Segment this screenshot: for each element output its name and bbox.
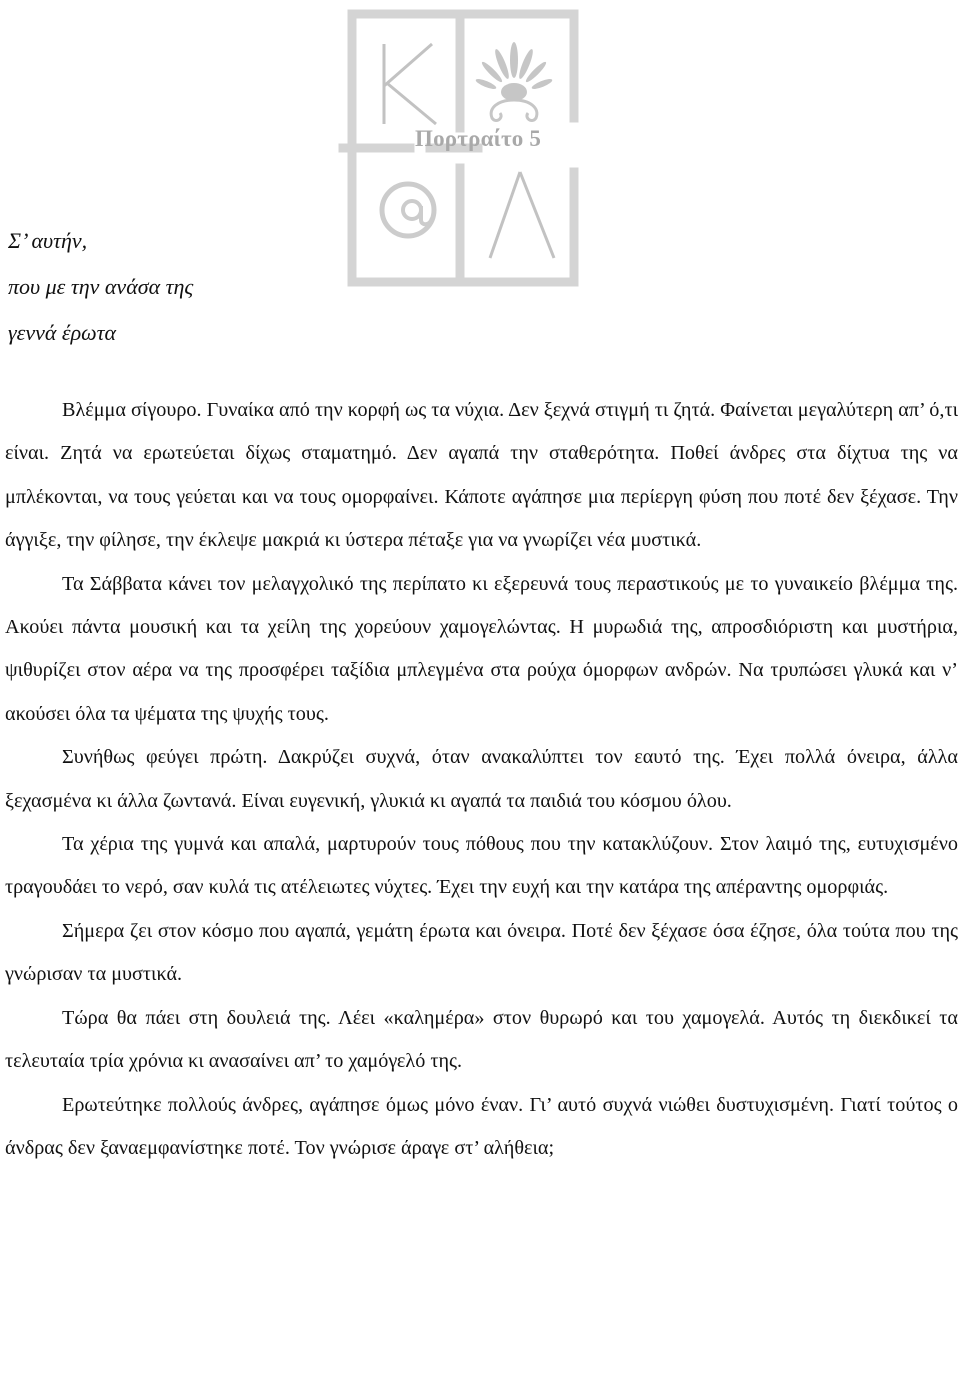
paragraph: Ερωτεύτηκε πολλούς άνδρες, αγάπησε όμως μόνο έναν. Γι’ αυτό συχνά νιώθει δυστυχισμένη. Γιατί τούτος ο άνδρας δεν ξαναεμφανίστηκε ποτέ. Τον γνώρισε άραγε στ’ αλήθεια; [5, 1093, 958, 1159]
logo-title: Πορτραίτο 5 [415, 126, 542, 151]
paragraph: Βλέμμα σίγουρο. Γυναίκα από την κορφή ως τα νύχια. Δεν ξεχνά στιγμή τι ζητά. Φαίνεται μεγαλύτερη απ’ ό,τι είναι. Ζητά να ερωτεύεται δίχως σταματημό. Δεν αγαπά την σταθερότητα. Ποθεί άνδρες στα δίχτυα της να μπλέκονται, να τους γεύεται και να τους ομορφαίνει. Κάποτε αγάπησε μια περίεργη φύση που ποτέ δεν ξέχασε. Την άγγιξε, την φίλησε, την έκλεψε μακριά κι ύστερα πέταξε για να γνωρίζει νέα μυστικά. [5, 399, 958, 552]
paragraph: Σήμερα ζει στον κόσμο που αγαπά, γεμάτη έρωτα και όνειρα. Ποτέ δεν ξέχασε όσα έζησε, όλα τούτα που της γνώρισαν τα μυστικά. [5, 919, 958, 986]
letter-k-icon [384, 44, 436, 124]
dedication-line: γεννά έρωτα [8, 320, 117, 345]
paragraph: Συνήθως φεύγει πρώτη. Δακρύζει συχνά, όταν ανακαλύπτει τον εαυτό της. Έχει πολλά όνειρα, άλλα ξεχασμένα κι άλλα ζωντανά. Είναι ευγενική, γλυκιά κι αγαπά τα παιδιά του κόσμου όλου. [5, 746, 958, 812]
paragraph: Τα χέρια της γυμνά και απαλά, μαρτυρούν τους πόθους που την κατακλύζουν. Στον λαιμό της, ευτυχισμένο τραγουδάει το νερό, σαν κυλά τις ατέλειωτες νύχτες. Έχει την ευχή και την κατάρα της απέραντης ομορφιάς. [5, 833, 958, 899]
letter-lambda-icon [490, 172, 554, 258]
palmette-icon [475, 42, 554, 121]
dedication-line: που με την ανάσα της [8, 274, 194, 299]
story-body [5, 389, 958, 1170]
dedication-line: Σ’ αυτήν, [8, 228, 88, 253]
paragraph: Τώρα θα πάει στη δουλειά της. Λέει «καλημέρα» στον θυρωρό και του χαμογελά. Αυτός τη διεκδικεί τα τελευταία τρία χρόνια κι ανασαίνει απ’ το χαμόγελό της. [5, 1006, 958, 1073]
paragraph: Τα Σάββατα κάνει τον μελαγχολικό της περίπατο κι εξερευνά τους περαστικούς με το γυναικείο βλέμμα της. Ακούει πάντα μουσική και τα χείλη της χορεύουν χαμογελώντας. Η μυρωδιά της, απροσδιόριστη και μυστήρια, ψιθυρίζει στον αέρα να της προσφέρει ταξίδια μπλεγμένα στα ρούχα όμορφων ανδρών. Να τρυπώσει γλυκά και ν’ ακούσει όλα τα ψέματα της ψυχής τους. [5, 572, 958, 725]
at-sign-icon [382, 184, 434, 236]
dedication [8, 218, 193, 356]
